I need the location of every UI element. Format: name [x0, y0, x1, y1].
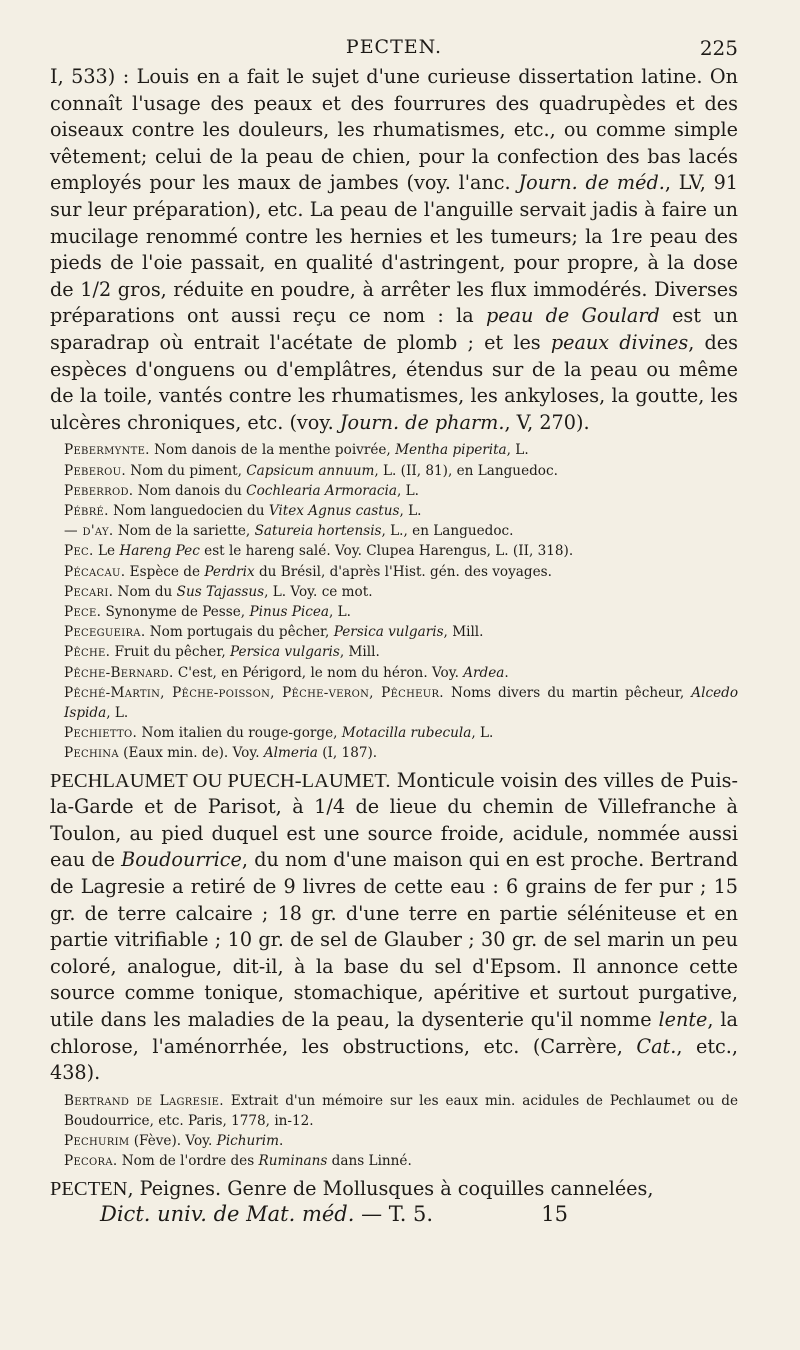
- small-entry: [50, 1131, 738, 1151]
- small-entry-italic: Persica vulgaris: [229, 644, 340, 661]
- small-entry-italic: Perdrix: [204, 563, 255, 580]
- small-entry: [50, 683, 738, 723]
- paragraph-peaux: [50, 64, 738, 436]
- small-entry-tail: , L.: [506, 442, 529, 459]
- paragraph-pecten: [50, 1176, 738, 1203]
- small-entry-head: Peberrod.: [64, 482, 134, 499]
- small-entry: [50, 481, 738, 501]
- small-entry-tail: .: [279, 1133, 284, 1150]
- small-entry-head: Pêché-Martin, Pêche-poisson, Pêche-veron, Pêcheur.: [64, 684, 444, 701]
- small-entry-tail: , L.: [399, 502, 422, 519]
- small-entry-head: Pechina: [64, 745, 119, 762]
- small-entry: [50, 1091, 738, 1131]
- small-entry-head: Pecegueira.: [64, 624, 146, 641]
- small-entry-tail: , L., en Languedoc.: [381, 523, 514, 540]
- small-entry-italic: Capsicum annuum: [246, 462, 375, 479]
- small-entry-head: Pecora.: [64, 1153, 118, 1170]
- small-entry-italic: Almeria: [263, 745, 318, 762]
- small-entries-list: [50, 440, 738, 763]
- small-entry-italic: Pichurim: [216, 1133, 280, 1150]
- small-entry-text: Synonyme de Pesse,: [101, 603, 250, 620]
- small-entry-text: Nom italien du rouge-gorge,: [137, 725, 342, 742]
- para1-tail: , V, 270).: [504, 410, 590, 434]
- small-entry: [50, 743, 738, 763]
- small-entry-text: Nom du piment,: [125, 462, 247, 479]
- paragraph-pechlaumet: [50, 768, 738, 1087]
- pechlaumet-text-3: , la chlorose, l'aménorrhée, les obstructions, etc. (Carrère,: [50, 1007, 738, 1058]
- small-entry-tail: du Brésil, d'après l'Hist. gén. des voyages.: [254, 563, 552, 580]
- small-entry-tail: dans Linné.: [327, 1153, 412, 1170]
- small-entry-text: Le: [93, 543, 120, 560]
- signature-ital: Dict. univ. de Mat. méd.: [100, 1202, 355, 1227]
- para1-mid3: , des espèces d'onguens ou d'emplâtres, étendus sur de la peau ou même de la toile, vantés contre les rhumatismes, les ankyloses, la goutte, les ulcères chroniques, etc. (voy.: [50, 330, 738, 434]
- pecten-head: PECTEN: [50, 1177, 128, 1200]
- pechlaumet-ital-1: Boudourrice: [121, 848, 242, 872]
- small-entry-tail: .: [504, 664, 509, 681]
- small-entry: [50, 642, 738, 662]
- small-entry-text: Noms divers du martin pêcheur,: [443, 684, 692, 701]
- pechlaumet-head: PECHLAUMET OU PUECH-LAUMET.: [50, 769, 391, 792]
- small-entry-tail: , L.: [329, 603, 352, 620]
- small-entry-tail: , L. Voy. ce mot.: [264, 583, 373, 600]
- signature-mark: [100, 1202, 433, 1226]
- pecten-text: , Peignes. Genre de Mollusques à coquilles cannelées,: [127, 1176, 654, 1200]
- small-entry-head: Pece.: [64, 603, 102, 620]
- small-entry-tail: , Mill.: [339, 644, 380, 661]
- small-entry-text: Nom de la sariette,: [113, 523, 255, 540]
- small-entry: [50, 440, 738, 460]
- pechlaumet-text-1: Monticule voisin des villes de Puis-la-Garde et de Parisot, à 1/4 de lieue du chemin de Villefranche à Toulon, au pied duquel est une source froide, acidule, nommée aussi eau de: [50, 768, 738, 872]
- small-entry: [50, 501, 738, 521]
- pechlaumet-text-4: , etc., 438).: [50, 1034, 738, 1085]
- small-entry: [50, 663, 738, 683]
- small-entry-tail: , L. (II, 81), en Languedoc.: [374, 462, 558, 479]
- small-entry-head: — d'ay.: [64, 523, 114, 540]
- small-entry-italic: Hareng Pec: [119, 543, 200, 560]
- small-entry-text: Nom de l'ordre des: [117, 1153, 259, 1170]
- small-entry-tail: , L.: [396, 482, 419, 499]
- small-entry: [50, 602, 738, 622]
- para1-mid: , LV, 91 sur leur préparation), etc. La peau de l'anguille servait jadis à faire un mucilage renommé contre les hernies et les tumeurs; la 1re peau des pieds de l'oie passait, en qualité d'astringent, pour propre, à la dose de 1/2 gros, réduite en poudre, à arrêter les flux immodérés. Diverses préparations ont aussi reçu ce nom : la: [50, 171, 739, 328]
- small-entry-tail: est le hareng salé. Voy. Clupea Harengus, L. (II, 318).: [199, 543, 574, 560]
- sheet-number: 15: [541, 1202, 568, 1227]
- small-entry-italic: Sus Tajassus: [176, 583, 265, 600]
- para1-journal-pharm: Journ. de pharm.: [339, 410, 505, 434]
- small-entry-head: Peberou.: [64, 462, 126, 479]
- small-entry: [50, 582, 738, 602]
- small-entry-italic: Motacilla rubecula: [341, 725, 472, 742]
- small-entry-head: Bertrand de Lagresie.: [64, 1092, 224, 1109]
- small-entry-italic: Alcedo Ispida: [64, 684, 739, 721]
- small-entry-tail: , Mill.: [443, 624, 484, 641]
- small-entry-head: Pechurim: [64, 1133, 130, 1150]
- small-entry-text: (Eaux min. de). Voy.: [118, 745, 264, 762]
- small-entries-list-2: [50, 1091, 738, 1172]
- pechlaumet-ital-3: Cat.: [636, 1034, 677, 1058]
- small-entry: [50, 562, 738, 582]
- small-entry: [50, 723, 738, 743]
- small-entry-head: Pécacau.: [64, 563, 126, 580]
- para1-mid2: est un sparadrap où entrait l'acétate de plomb ; et les: [50, 304, 738, 354]
- small-entry-head: Pêche.: [64, 644, 111, 661]
- small-entry-head: Pébré.: [64, 502, 109, 519]
- small-entry-head: Pechietto.: [64, 725, 138, 742]
- small-entry: [50, 541, 738, 561]
- small-entry-head: Pebermynte.: [64, 442, 150, 459]
- small-entry-head: Pec.: [64, 543, 94, 560]
- small-entry-text: Extrait d'un mémoire sur les eaux min. acidules de Pechlaumet ou de Boudourrice, etc. Paris, 1778, in-12.: [64, 1092, 738, 1129]
- small-entry-head: Pêche-Bernard.: [64, 664, 174, 681]
- small-entry-text: Nom du: [113, 583, 177, 600]
- small-entry-italic: Satureia hortensis: [254, 523, 382, 540]
- small-entry-text: Fruit du pêcher,: [110, 644, 230, 661]
- small-entry: [50, 461, 738, 481]
- running-head: [50, 30, 738, 64]
- small-entry-italic: Mentha piperita: [395, 442, 507, 459]
- small-entry-italic: Pinus Picea: [249, 603, 330, 620]
- pechlaumet-ital-2: lente: [658, 1007, 708, 1031]
- small-entry-text: Nom danois de la menthe poivrée,: [149, 442, 396, 459]
- para1-lead: I, 533) : Louis en a fait le sujet d'une curieuse dissertation latine. On connaît l'usage des peaux et des fourrures des quadrupèdes et des oiseaux contre les douleurs, les rhumatismes, etc., ou comme simple vêtement; celui de la peau de chien, pour la confection des bas lacés employés pour les maux de jambes (voy. l'anc.: [50, 65, 738, 195]
- small-entry-tail: (I, 187).: [317, 745, 378, 762]
- small-entry-italic: Ruminans: [258, 1153, 328, 1170]
- pechlaumet-text-2: , du nom d'une maison qui en est proche. Bertrand de Lagresie a retiré de 9 livres de cette eau : 6 grains de fer pur ; 15 gr. de terre calcaire ; 18 gr. d'une terre en partie séléniteuse et en partie vitrifiable ; 10 gr. de sel de Glauber ; 30 gr. de sel marin un peu coloré, analogue, dit-il, à la base du sel d'Epsom. Il annonce cette source comme tonique, stomachique, apéritive et surtout purgative, utile dans les maladies de la peau, la dysenterie qu'il nomme: [50, 848, 738, 1031]
- small-entry-text: Nom portugais du pêcher,: [145, 624, 334, 641]
- small-entry: [50, 622, 738, 642]
- running-title: PECTEN.: [345, 36, 443, 58]
- small-entry-text: Nom languedocien du: [108, 502, 269, 519]
- small-entry-text: Espèce de: [125, 563, 205, 580]
- small-entry-text: C'est, en Périgord, le nom du héron. Voy.: [173, 664, 464, 681]
- small-entry-text: Nom danois du: [133, 482, 247, 499]
- para1-journal-med: Journ. de méd.: [518, 171, 665, 195]
- small-entry: [50, 1151, 738, 1171]
- small-entry-italic: Persica vulgaris: [333, 624, 444, 641]
- small-entry-tail: , L.: [471, 725, 494, 742]
- small-entry-tail: , L.: [106, 704, 129, 721]
- small-entry: [50, 521, 738, 541]
- small-entry-italic: Cochlearia Armoracia: [246, 482, 397, 499]
- page-footer: [50, 1202, 738, 1226]
- para1-peaux-divines: peaux divines: [550, 330, 689, 354]
- small-entry-italic: Ardea: [463, 664, 505, 681]
- small-entry-text: (Fève). Voy.: [129, 1133, 217, 1150]
- small-entry-italic: Vitex Agnus castus: [268, 502, 400, 519]
- para1-peau-goulard: peau de Goulard: [485, 304, 660, 328]
- small-entry-head: Pecari.: [64, 583, 114, 600]
- page-number: 225: [699, 36, 738, 60]
- signature-tail: — T. 5.: [354, 1202, 434, 1227]
